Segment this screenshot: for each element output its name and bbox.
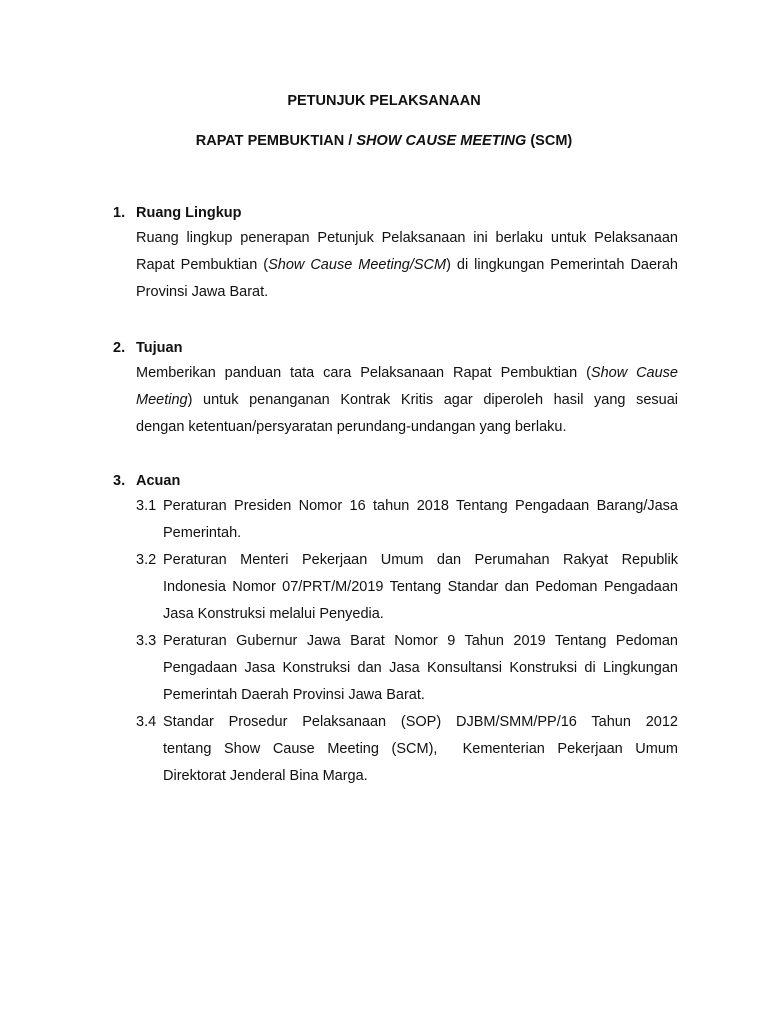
reference-item [136,493,678,547]
reference-number: 3.4 [136,714,157,730]
section-heading [113,203,678,223]
paragraph-line: dengan ketentuan/persyaratan perundang-undangan yang berlaku. [136,419,567,435]
paragraph-line: Provinsi Jawa Barat. [136,284,269,300]
section-title: Acuan [136,473,181,489]
subtitle-prefix: RAPAT PEMBUKTIAN / [195,133,357,149]
paragraph-line: Memberikan panduan tata cara Pelaksanaan Rapat Pembuktian (Show Cause [136,365,678,381]
reference-number: 3.1 [136,498,157,514]
paragraph-line: Rapat Pembuktian (Show Cause Meeting/SCM) di lingkungan Pemerintah Daerah [136,257,678,273]
title-line-1: PETUNJUK PELAKSANAAN [287,93,481,109]
section-ruang-lingkup [113,203,678,306]
reference-line: Pengadaan Jasa Konstruksi dan Jasa Konsultansi Konstruksi di Lingkungan [163,660,678,676]
section-number: 1. [113,205,126,221]
reference-line: Jasa Konstruksi melalui Penyedia. [163,606,384,622]
subtitle-suffix: (SCM) [526,133,573,149]
paragraph-line: Meeting) untuk penanganan Kontrak Kritis agar diperoleh hasil yang sesuai [136,392,678,408]
reference-line: Direktorat Jenderal Bina Marga. [163,768,368,784]
section-title: Tujuan [136,340,183,356]
section-paragraph [136,360,678,441]
section-acuan [113,471,678,790]
section-heading [113,471,678,491]
section-paragraph [136,225,678,306]
reference-list [136,493,678,790]
reference-line: Peraturan Menteri Pekerjaan Umum dan Perumahan Rakyat Republik [163,552,678,568]
section-number: 3. [113,473,126,489]
reference-line: tentang Show Cause Meeting (SCM), Kementerian Pekerjaan Umum [163,741,678,757]
section-number: 2. [113,340,126,356]
reference-line: Standar Prosedur Pelaksanaan (SOP) DJBM/SMM/PP/16 Tahun 2012 [163,714,678,730]
reference-item [136,547,678,628]
reference-line: Pemerintah. [163,525,242,541]
reference-line: Peraturan Gubernur Jawa Barat Nomor 9 Tahun 2019 Tentang Pedoman [163,633,678,649]
document-subtitle [0,133,768,149]
paragraph-line: Ruang lingkup penerapan Petunjuk Pelaksanaan ini berlaku untuk Pelaksanaan [136,230,678,246]
reference-line: Peraturan Presiden Nomor 16 tahun 2018 Tentang Pengadaan Barang/Jasa [163,498,678,514]
reference-item [136,709,678,790]
reference-item [136,628,678,709]
subtitle-italic: SHOW CAUSE MEETING [356,133,527,149]
reference-number: 3.3 [136,633,157,649]
section-heading [113,338,678,358]
reference-number: 3.2 [136,552,157,568]
reference-line: Indonesia Nomor 07/PRT/M/2019 Tentang Standar dan Pedoman Pengadaan [163,579,678,595]
section-tujuan [113,338,678,441]
section-title: Ruang Lingkup [136,205,242,221]
reference-line: Pemerintah Daerah Provinsi Jawa Barat. [163,687,425,703]
document-title [0,93,768,109]
